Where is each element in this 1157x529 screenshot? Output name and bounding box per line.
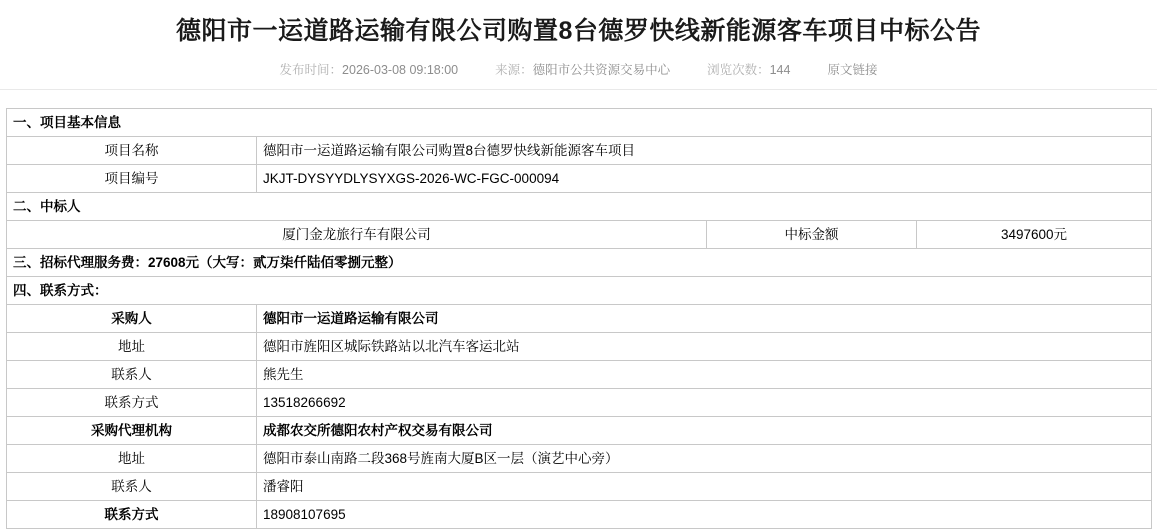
table-row — [7, 333, 1152, 361]
agency-phone-value: 18908107695 — [257, 501, 1152, 529]
announcement-body — [0, 90, 1157, 529]
publish-time-label: 发布时间： — [279, 63, 343, 77]
views-value: 144 — [769, 63, 791, 77]
agency-address-value: 德阳市泰山南路二段368号旌南大厦B区一层（演艺中心旁） — [257, 445, 1152, 473]
section-agency-fee: 三、招标代理服务费：27608元（大写：贰万柒仟陆佰零捌元整） — [7, 249, 1152, 277]
project-code-value: JKJT-DYSYYDLYSYXGS-2026-WC-FGC-000094 — [257, 165, 1152, 193]
table-row — [7, 137, 1152, 165]
table-row — [7, 109, 1152, 137]
agency-label: 采购代理机构 — [7, 417, 257, 445]
article-meta — [0, 48, 1157, 90]
table-row — [7, 501, 1152, 529]
buyer-person-label: 联系人 — [7, 361, 257, 389]
agency-person-value: 潘睿阳 — [257, 473, 1152, 501]
announcement-table — [6, 108, 1152, 529]
buyer-label: 采购人 — [7, 305, 257, 333]
buyer-address-value: 德阳市旌阳区城际铁路站以北汽车客运北站 — [257, 333, 1152, 361]
project-name-value: 德阳市一运道路运输有限公司购置8台德罗快线新能源客车项目 — [257, 137, 1152, 165]
publish-time-value: 2026-03-08 09:18:00 — [342, 63, 459, 77]
table-row — [7, 193, 1152, 221]
table-row — [7, 389, 1152, 417]
winner-amount-label: 中标金额 — [707, 221, 917, 249]
buyer-person-value: 熊先生 — [257, 361, 1152, 389]
buyer-phone-label: 联系方式 — [7, 389, 257, 417]
agency-person-label: 联系人 — [7, 473, 257, 501]
table-row — [7, 361, 1152, 389]
views-label: 浏览次数： — [707, 63, 770, 77]
buyer-address-label: 地址 — [7, 333, 257, 361]
table-row — [7, 445, 1152, 473]
winner-amount-value: 3497600元 — [917, 221, 1152, 249]
page-title: 德阳市一运道路运输有限公司购置8台德罗快线新能源客车项目中标公告 — [176, 17, 981, 45]
section-contacts: 四、联系方式： — [7, 277, 1152, 305]
winner-name: 厦门金龙旅行车有限公司 — [7, 221, 707, 249]
source-value: 德阳市公共资源交易中心 — [532, 63, 671, 77]
agency-value: 成都农交所德阳农村产权交易有限公司 — [257, 417, 1152, 445]
section-basic-info: 一、项目基本信息 — [7, 109, 1152, 137]
table-row — [7, 249, 1152, 277]
table-row — [7, 417, 1152, 445]
table-row — [7, 473, 1152, 501]
agency-phone-label: 联系方式 — [7, 501, 257, 529]
table-row — [7, 277, 1152, 305]
project-code-label: 项目编号 — [7, 165, 257, 193]
buyer-phone-value: 13518266692 — [257, 389, 1152, 417]
buyer-value: 德阳市一运道路运输有限公司 — [257, 305, 1152, 333]
source-label: 来源： — [495, 63, 533, 77]
table-row — [7, 165, 1152, 193]
agency-address-label: 地址 — [7, 445, 257, 473]
original-link[interactable]: 原文链接 — [827, 63, 878, 77]
table-row — [7, 221, 1152, 249]
table-row — [7, 305, 1152, 333]
section-winner: 二、中标人 — [7, 193, 1152, 221]
project-name-label: 项目名称 — [7, 137, 257, 165]
